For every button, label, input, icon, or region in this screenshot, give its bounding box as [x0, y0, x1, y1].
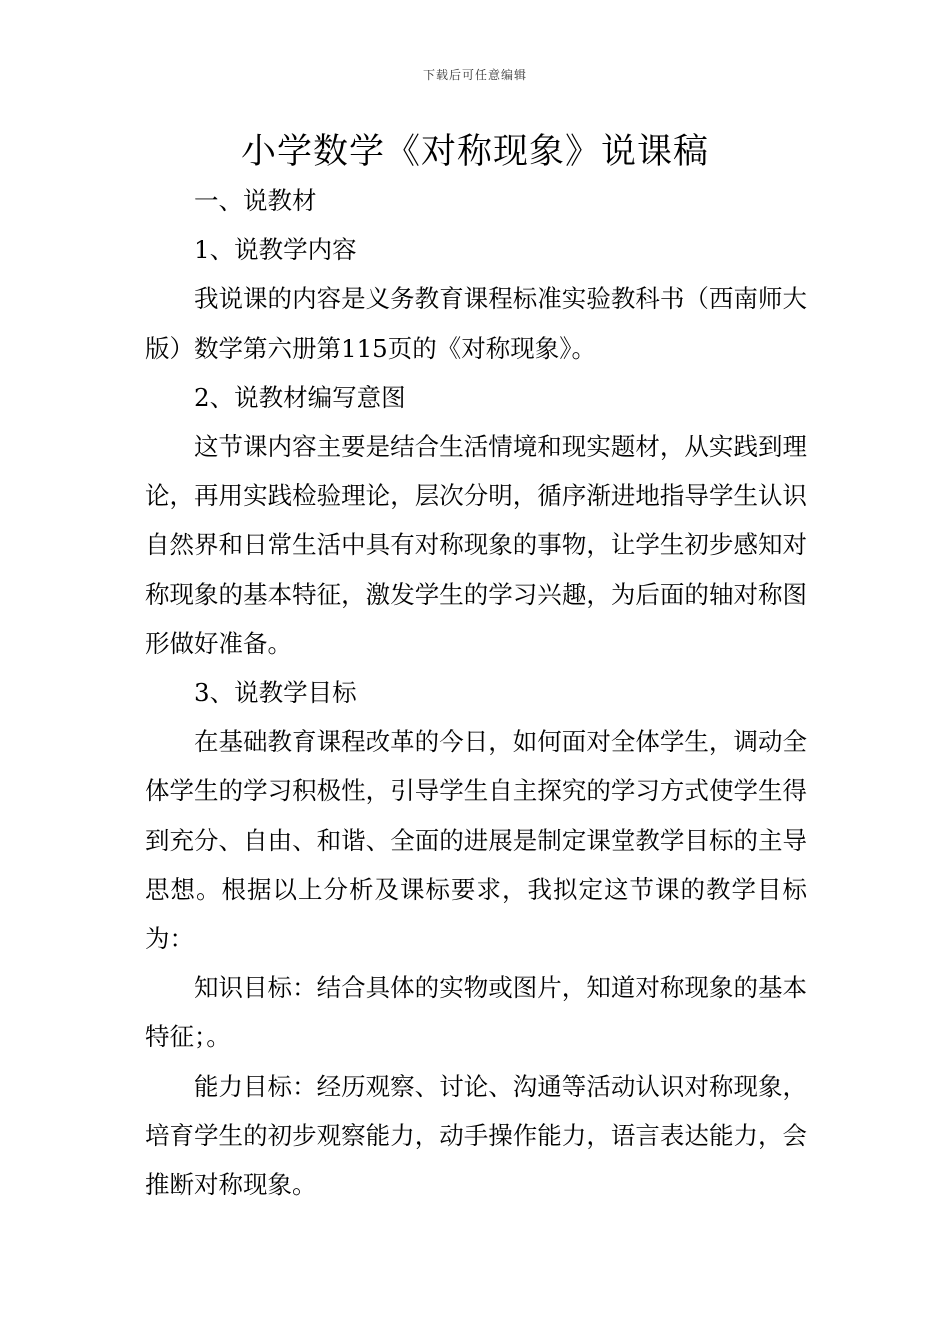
subheading-textbook-intent: 2、说教材编写意图 — [194, 382, 406, 412]
subheading-teaching-goals: 3、说教学目标 — [194, 678, 357, 708]
document-title: 小学数学《对称现象》说课稿 — [240, 132, 709, 172]
section-heading-textbook: 一、说教材 — [194, 186, 317, 215]
subheading-teaching-content: 1、说教学内容 — [194, 235, 357, 265]
document-body — [145, 176, 807, 1209]
paragraph-teaching-goals: 在基础教育课程改革的今日，如何面对全体学生，调动全体学生的学习积极性，引导学生自主探究的学习方式使学生得到充分、自由、和谐、全面的进展是制定课堂教学目标的主导思想。根据以上分析及课标要求，我拟定这节课的教学目标为： — [145, 727, 807, 954]
paragraph-knowledge-goal: 知识目标：结合具体的实物或图片，知道对称现象的基本特征；。 — [145, 973, 807, 1052]
paragraph-ability-goal: 能力目标：经历观察、讨论、沟通等活动认识对称现象，培育学生的初步观察能力，动手操作能力，语言表达能力，会推断对称现象。 — [145, 1071, 807, 1200]
paragraph-teaching-content: 我说课的内容是义务教育课程标准实验教科书（西南师大版）数学第六册第115页的《对称现象》。 — [145, 284, 807, 363]
header-note: 下载后可任意编辑 — [422, 68, 527, 82]
paragraph-textbook-intent: 这节课内容主要是结合生活情境和现实题材，从实践到理论，再用实践检验理论，层次分明，循序渐进地指导学生认识自然界和日常生活中具有对称现象的事物，让学生初步感知对称现象的基本特征，激发学生的学习兴趣，为后面的轴对称图形做好准备。 — [145, 432, 807, 658]
